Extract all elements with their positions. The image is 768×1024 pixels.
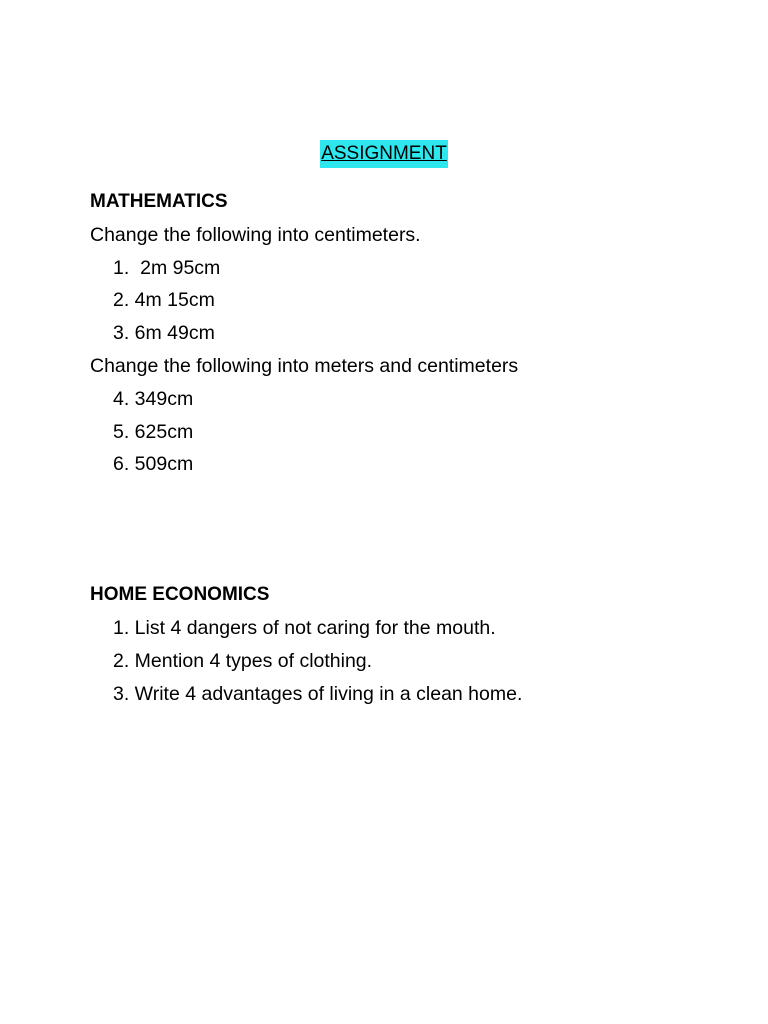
math-instruction-meters: Change the following into meters and centimeters [90,354,519,377]
list-item: 1. List 4 dangers of not caring for the mouth. [113,616,496,639]
assignment-title: ASSIGNMENT [320,140,448,168]
section-heading-mathematics: MATHEMATICS [90,191,228,212]
list-item: 1. 2m 95cm [113,256,221,279]
title-container [0,140,768,168]
list-item: 6. 509cm [113,453,194,476]
section-spacer [90,481,710,579]
math-instruction-centimeters: Change the following into centimeters. [90,223,421,246]
section-heading-home-economics: HOME ECONOMICS [90,584,270,606]
list-item: 2. 4m 15cm [113,289,215,312]
list-item: 5. 625cm [113,420,194,443]
list-item: 2. Mention 4 types of clothing. [113,649,373,672]
list-item: 4. 349cm [113,387,194,410]
list-item: 3. Write 4 advantages of living in a clean home. [113,682,523,705]
list-item: 3. 6m 49cm [113,322,215,345]
document-body [90,186,710,710]
